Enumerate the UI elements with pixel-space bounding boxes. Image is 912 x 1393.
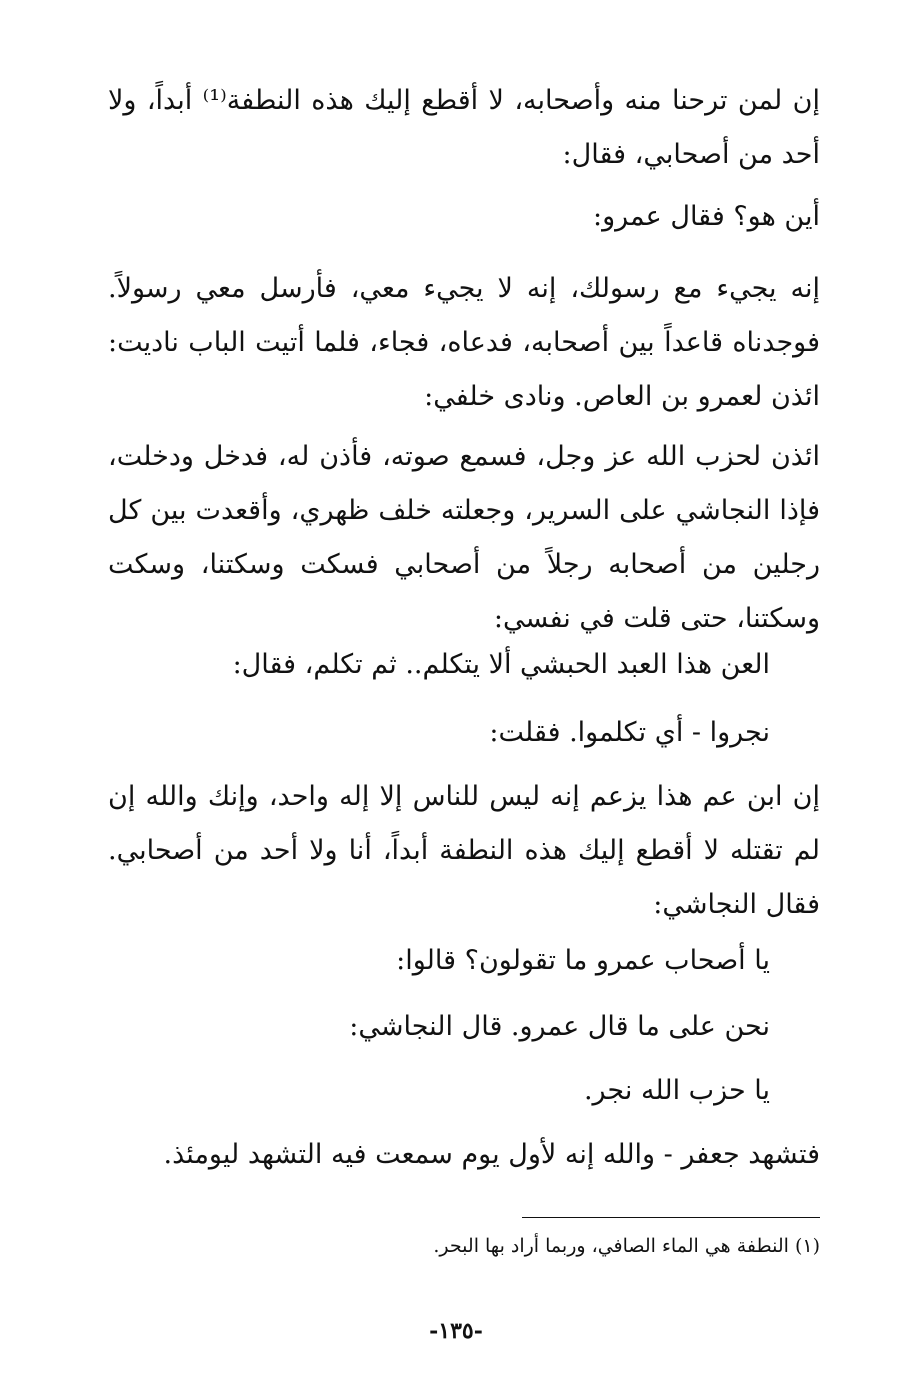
page-number: -١٣٥-: [429, 1318, 483, 1344]
paragraph-2: أين هو؟ فقال عمرو:: [593, 201, 820, 232]
footnote: (١) النطفة هي الماء الصافي، وربما أراد بها البحر.: [433, 1235, 820, 1257]
paragraph-7: إن ابن عم هذا يزعم إنه ليس للناس إلا إله واحد، وإنك والله إن لم تقتله لا أقطع إليك هذه النطفة أبداً، أنا ولا أحد من أصحابي. فقال النجاشي:: [108, 781, 820, 920]
paragraph-6: نجروا - أي تكلموا. فقلت:: [489, 717, 770, 748]
paragraph-4: ائذن لحزب الله عز وجل، فسمع صوته، فأذن له، فدخل ودخلت، فإذا النجاشي على السرير، وجعلته خلف ظهري، وأقعدت بين كل رجلين من أصحابه رجلاً من أصحابي فسكت وسكتنا، وسكت وسكتنا، حتى قلت في نفسي:: [108, 441, 820, 634]
paragraph-1: إن لمن ترحنا منه وأصحابه، لا أقطع إليك هذه النطفة⁽¹⁾ أبداً، ولا أحد من أصحابي، فقال:: [108, 85, 821, 170]
paragraph-9: نحن على ما قال عمرو. قال النجاشي:: [349, 1011, 770, 1042]
paragraph-5: العن هذا العبد الحبشي ألا يتكلم.. ثم تكلم، فقال:: [232, 649, 770, 680]
paragraph-11: فتشهد جعفر - والله إنه لأول يوم سمعت فيه التشهد ليومئذ.: [163, 1139, 820, 1170]
footnote-divider: [522, 1217, 820, 1218]
paragraph-3: إنه يجيء مع رسولك، إنه لا يجيء معي، فأرسل معي رسولاً. فوجدناه قاعداً بين أصحابه، فدعاه، فجاء، فلما أتيت الباب ناديت: ائذن لعمرو بن العاص. ونادى خلفي:: [108, 273, 820, 412]
paragraph-8: يا أصحاب عمرو ما تقولون؟ قالوا:: [396, 945, 770, 976]
paragraph-10: يا حزب الله نجر.: [583, 1075, 770, 1106]
